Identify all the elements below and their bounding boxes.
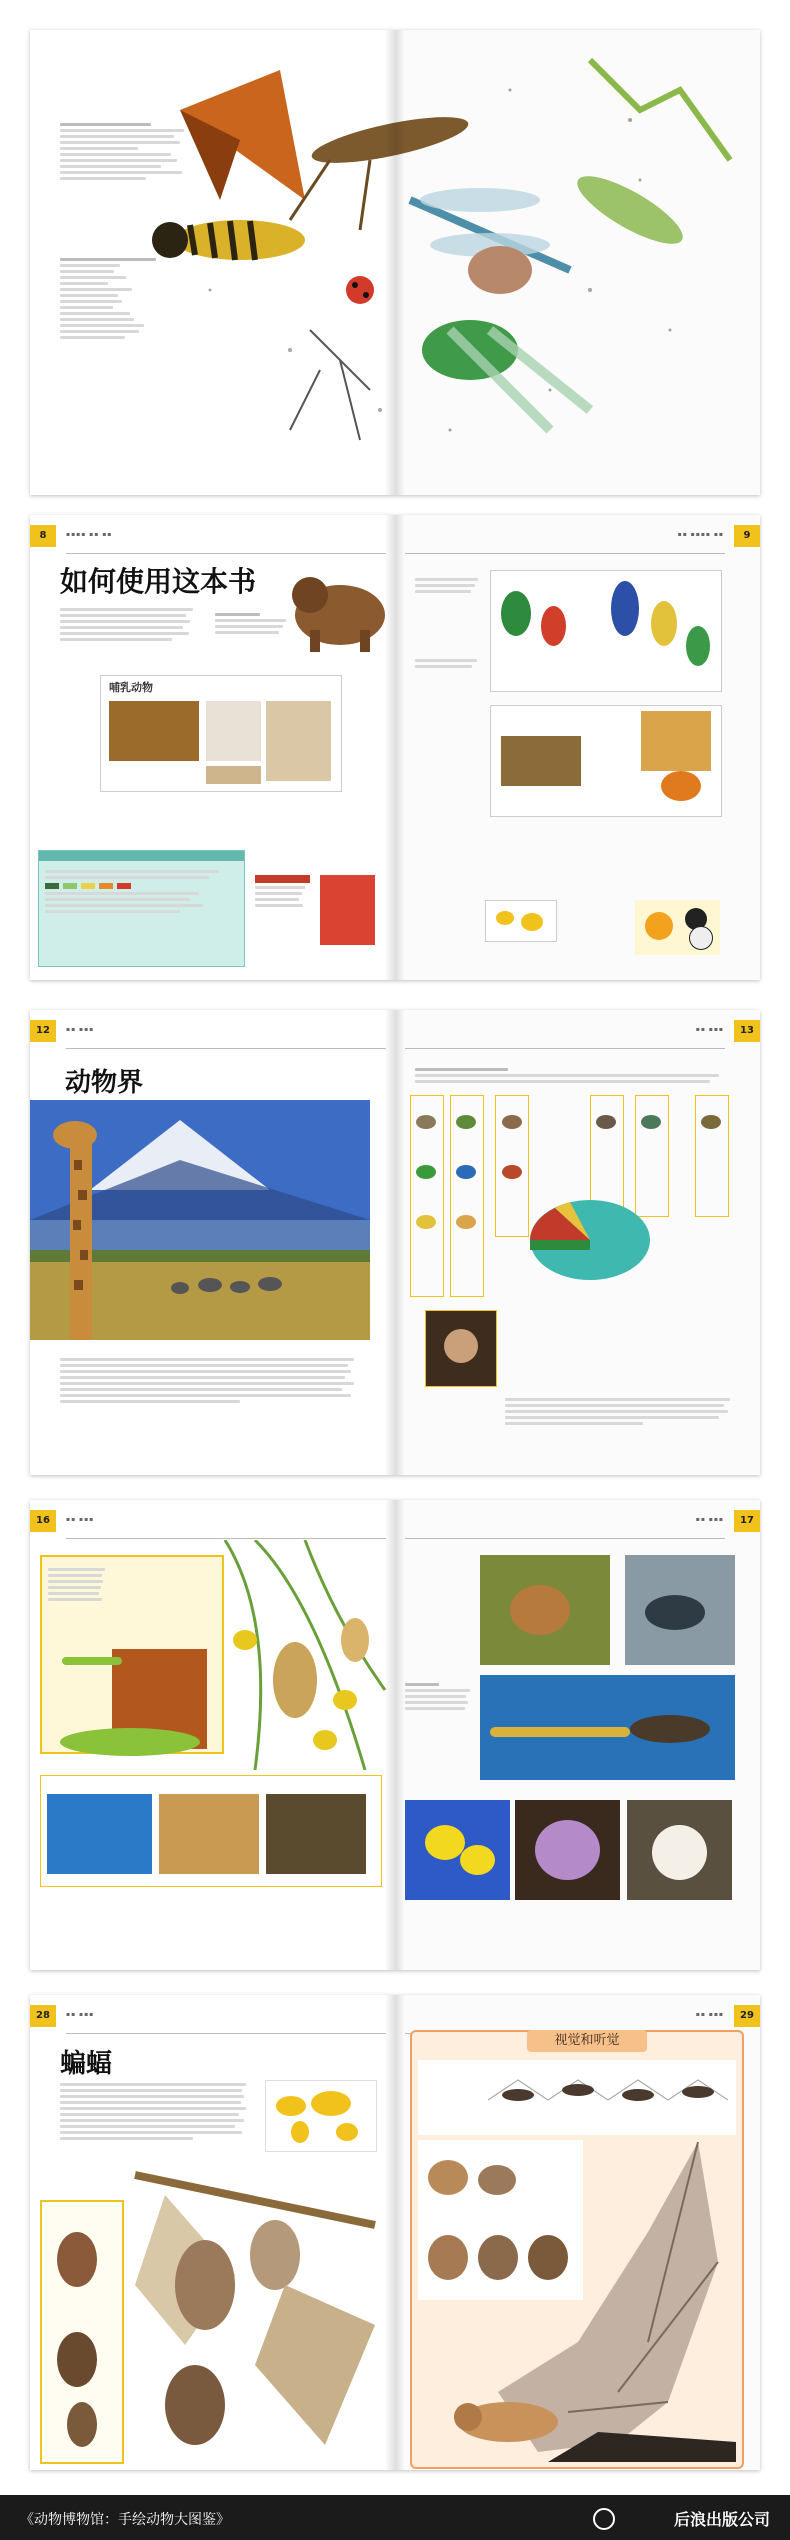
spread-animal-kingdom [30,1010,760,1475]
page-9 [395,515,760,980]
page-title: 蝙蝠 [60,2049,113,2079]
weaver-birds-illustration [215,1540,395,1770]
sample-caption [215,610,290,637]
page-number: 16 [30,1510,56,1532]
footer-bar [0,2495,790,2540]
bat-range-map [265,2080,377,2152]
intro-paragraph [60,1355,360,1406]
spread-copyright-insects [30,30,760,495]
running-header: ▪▪ ▪▪▪▪ ▪▪ [677,531,724,538]
caterpillar-photo [55,1720,205,1760]
roosting-bats-box [40,2200,124,2464]
giraffe-photo [30,1100,370,1340]
running-header: ▪▪ ▪▪▪ [66,1026,95,1033]
publisher-logo-icon [593,2508,615,2530]
fish-photo [405,1800,510,1900]
vision-hearing-panel [410,2030,744,2469]
world-distribution-map [485,900,557,942]
butterfly-icon [180,70,305,200]
page-number: 8 [30,525,56,547]
wasp-icon [152,220,305,260]
mantis-icon [569,60,730,256]
page-number: 28 [30,2005,56,2027]
range-map-box [320,875,375,945]
running-header: ▪▪ ▪▪▪ [695,2011,724,2018]
label-mammals: 哺乳动物 [109,681,153,694]
behaviour-text-right [405,1680,473,1713]
sea-turtle-photo [625,1555,735,1665]
protection-status-box [38,850,245,967]
running-header: ▪▪ ▪▪▪ [695,1516,724,1523]
annotation-texts [415,575,485,671]
page-13 [395,1010,760,1475]
bat-wing-skeleton [418,2142,736,2462]
geese-photo [480,1675,735,1780]
fawn-photo [480,1555,610,1665]
frog-photo [515,1800,620,1900]
spread-bats [30,1995,760,2470]
hanging-bats-illustration [125,2165,390,2465]
classification-text [415,1065,725,1086]
running-header: ▪▪▪▪ ▪▪ ▪▪ [66,531,113,538]
page-number: 17 [734,1510,760,1532]
echolocation-panel [418,2060,736,2135]
frog-spread-miniature [490,705,722,817]
page-title: 如何使用这本书 [60,565,257,598]
page-number: 9 [734,525,760,547]
mosquito-icon [290,330,370,440]
page-28 [30,1995,395,2470]
page-title: 动物界 [65,1068,144,1098]
classification-body [505,1395,735,1428]
book-title: 《动物博物馆：手绘动物大图鉴》 [20,2512,230,2528]
info-chart-box [255,875,310,955]
egret-photo [627,1800,732,1900]
running-header: ▪▪ ▪▪▪ [695,1026,724,1033]
page-17 [395,1500,760,1970]
running-header: ▪▪ ▪▪▪ [66,1516,95,1523]
publisher-name: 后浪出版公司 [673,2510,770,2529]
page-number: 29 [734,2005,760,2027]
beetle-icon [468,246,532,294]
page-16 [30,1500,395,1970]
panda-panel [635,900,720,955]
page-number: 13 [734,1020,760,1042]
spread-how-to-use [30,515,760,980]
kingdom-pie-chart [525,1180,655,1300]
ladybug-icon [346,276,374,304]
sample-page-miniature [100,675,342,792]
page-29 [395,1995,760,2470]
intro-text [60,605,200,644]
cicada-icon [422,320,590,430]
chimpanzee-photo [425,1310,497,1387]
page-8 [30,515,395,980]
page-12 [30,1010,395,1475]
gorilla-figure [290,560,390,655]
panel-title: 视觉和听觉 [527,2030,647,2052]
spread-behaviour [30,1500,760,1970]
parrot-spread-miniature [490,570,722,692]
running-header: ▪▪ ▪▪▪ [66,2011,95,2018]
bat-intro-text [60,2080,250,2143]
camouflage-strip [40,1775,382,1887]
page-number: 12 [30,1020,56,1042]
